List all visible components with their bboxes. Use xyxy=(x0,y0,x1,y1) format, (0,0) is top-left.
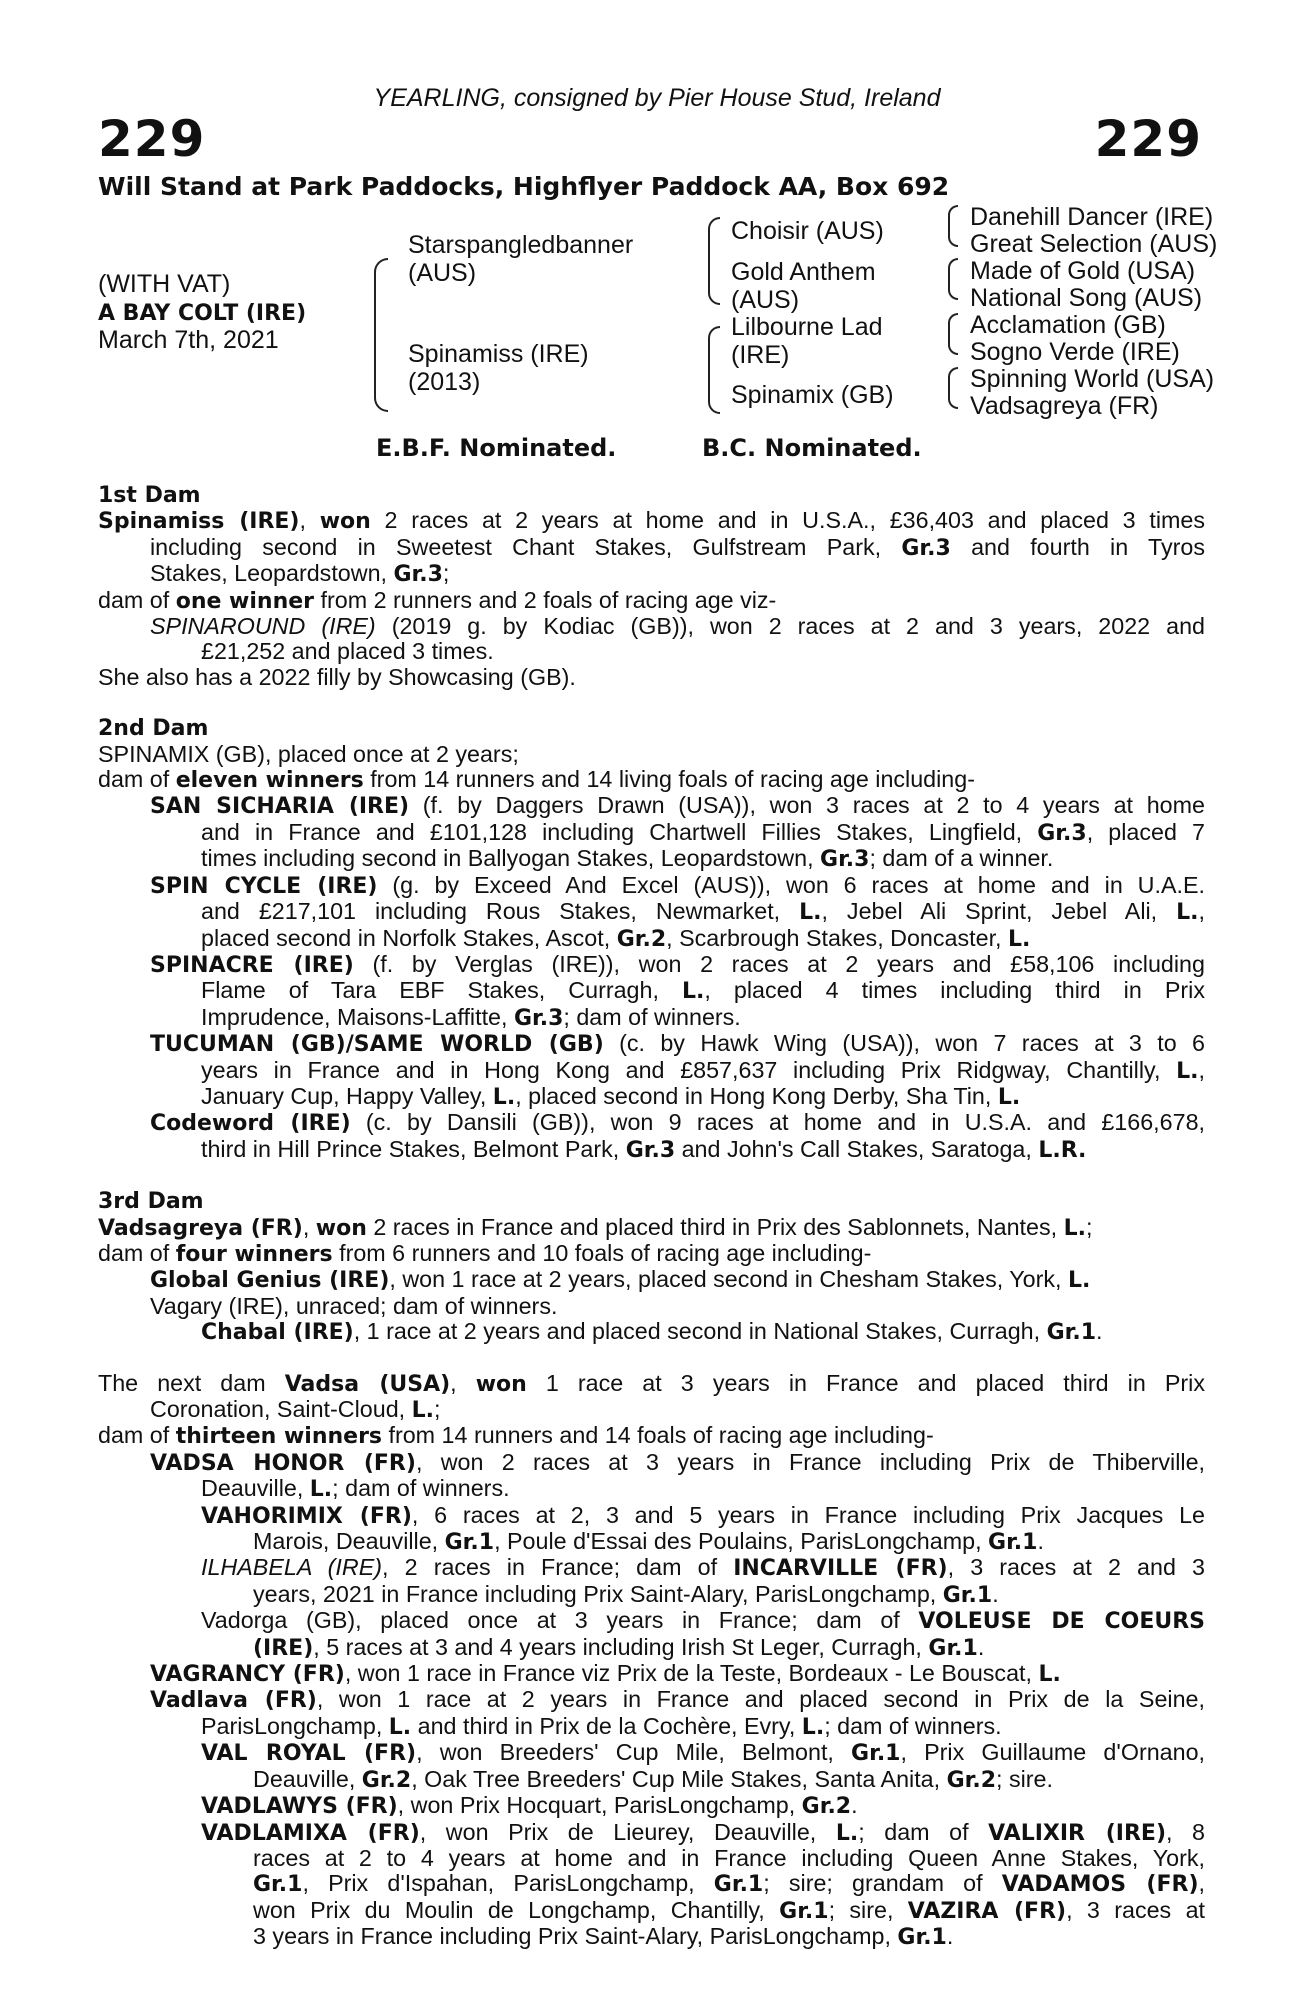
second-dam-line: times including second in Ballyogan Stakes, Leopardstown, Gr.3; dam of a winner. xyxy=(201,845,1054,873)
bc-nomination: B.C. Nominated. xyxy=(702,434,922,462)
third-dam-heading: 3rd Dam xyxy=(98,1189,204,1215)
second-dam-line: Codeword (IRE) (c. by Dansili (GB)), won 9 races at home and in U.S.A. and £166,678, xyxy=(150,1109,1205,1137)
second-dam-line: SPINAMIX (GB), placed once at 2 years; xyxy=(98,740,519,767)
brace-g2 xyxy=(948,258,958,300)
brace-g1 xyxy=(948,205,958,247)
second-dam-line: SPIN CYCLE (IRE) (g. by Exceed And Excel (AUS)), won 6 races at home and in U.A.E. xyxy=(150,871,1205,899)
granddam-sire-side-country: (AUS) xyxy=(731,286,800,314)
ebf-nomination: E.B.F. Nominated. xyxy=(376,434,617,462)
second-dam-line: SAN SICHARIA (IRE) (f. by Daggers Drawn (USA)), won 3 races at 2 to 4 years at home xyxy=(150,792,1206,820)
next-dam-line: Deauville, L.; dam of winners. xyxy=(201,1475,510,1503)
second-dam-line: and £217,101 including Rous Stakes, Newmarket, L., Jebel Ali Sprint, Jebel Ali, L., xyxy=(201,898,1205,926)
brace-g4 xyxy=(948,367,958,409)
next-dam-line: ILHABELA (IRE), 2 races in France; dam of INCARVILLE (FR), 3 races at 2 and 3 xyxy=(201,1554,1206,1582)
third-dam-line: Vagary (IRE), unraced; dam of winners. xyxy=(150,1292,558,1319)
brace-g3 xyxy=(948,313,958,355)
second-dam-heading: 2nd Dam xyxy=(98,716,209,742)
second-dam-line: years in France and in Hong Kong and £857,637 including Prix Ridgway, Chantilly, L., xyxy=(201,1056,1205,1084)
next-dam-line: VADLAWYS (FR), won Prix Hocquart, ParisLongchamp, Gr.2. xyxy=(201,1792,858,1820)
granddam-sire-side: Gold Anthem xyxy=(731,258,876,286)
next-dam-line: years, 2021 in France including Prix Saint-Alary, ParisLongchamp, Gr.1. xyxy=(253,1580,999,1608)
dam-year: (2013) xyxy=(408,368,481,396)
next-dam-line: VAHORIMIX (FR), 6 races at 2, 3 and 5 years in France including Prix Jacques Le xyxy=(201,1501,1206,1529)
damsire-country: (IRE) xyxy=(731,341,790,369)
third-dam-line: Global Genius (IRE), won 1 race at 2 years, placed second in Chesham Stakes, York, L. xyxy=(150,1266,1091,1294)
second-dam-line: and in France and £101,128 including Chartwell Fillies Stakes, Lingfield, Gr.3, placed 7 xyxy=(201,818,1205,846)
next-dam-line: 3 years in France including Prix Saint-Alary, ParisLongchamp, Gr.1. xyxy=(253,1923,954,1951)
ggs-1: Danehill Dancer (IRE) xyxy=(970,203,1214,231)
next-dam-line: The next dam Vadsa (USA), won 1 race at 3 years in France and placed third in Prix xyxy=(98,1369,1205,1397)
next-dam-line: Marois, Deauville, Gr.1, Poule d'Essai des Poulains, ParisLongchamp, Gr.1. xyxy=(253,1528,1044,1556)
ggd-1: Great Selection (AUS) xyxy=(970,230,1218,258)
first-dam-heading: 1st Dam xyxy=(98,483,201,508)
next-dam-line: Coronation, Saint-Cloud, L.; xyxy=(150,1396,441,1423)
first-dam-line: including second in Sweetest Chant Stakes, Gulfstream Park, Gr.3 and fourth in Tyros xyxy=(150,533,1205,561)
brace-dam-parents xyxy=(708,326,720,414)
next-dam-line: (IRE), 5 races at 3 and 4 years including Irish St Leger, Curragh, Gr.1. xyxy=(253,1633,985,1661)
dam-name: Spinamiss (IRE) xyxy=(408,340,589,368)
first-dam-line: dam of one winner from 2 runners and 2 foals of racing age viz- xyxy=(98,586,777,614)
ggs-4: Spinning World (USA) xyxy=(970,365,1215,393)
sire-country: (AUS) xyxy=(408,259,477,287)
second-dam-line: third in Hill Prince Stakes, Belmont Park, Gr.3 and John's Call Stakes, Saratoga, L.R. xyxy=(201,1135,1087,1163)
lot-number-right: 229 xyxy=(1094,110,1202,168)
next-dam-line: VADLAMIXA (FR), won Prix de Lieurey, Deauville, L.; dam of VALIXIR (IRE), 8 xyxy=(201,1818,1206,1846)
next-dam-line: VADSA HONOR (FR), won 2 races at 3 years in France including Prix de Thiberville, xyxy=(150,1448,1205,1476)
first-dam-line: She also has a 2022 filly by Showcasing (GB). xyxy=(98,663,576,690)
third-dam-line: dam of four winners from 6 runners and 10 foals of racing age including- xyxy=(98,1239,872,1267)
second-dam-line: TUCUMAN (GB)/SAME WORLD (GB) (c. by Hawk Wing (USA)), won 7 races at 3 to 6 xyxy=(150,1030,1205,1058)
horse-dob: March 7th, 2021 xyxy=(98,326,279,354)
next-dam-line: VAL ROYAL (FR), won Breeders' Cup Mile, Belmont, Gr.1, Prix Guillaume d'Ornano, xyxy=(201,1739,1206,1767)
next-dam-line: Vadlava (FR), won 1 race at 2 years in France and placed second in Prix de la Seine, xyxy=(150,1686,1205,1714)
second-dam-line: January Cup, Happy Valley, L., placed second in Hong Kong Derby, Sha Tin, L. xyxy=(201,1082,1021,1110)
stand-location: Will Stand at Park Paddocks, Highflyer Paddock AA, Box 692 xyxy=(98,172,950,201)
next-dam-line: Deauville, Gr.2, Oak Tree Breeders' Cup Mile Stakes, Santa Anita, Gr.2; sire. xyxy=(253,1765,1053,1793)
next-dam-line: Gr.1, Prix d'Ispahan, ParisLongchamp, Gr.1; sire; grandam of VADAMOS (FR), xyxy=(253,1870,1205,1898)
second-dam-line: placed second in Norfolk Stakes, Ascot, Gr.2, Scarbrough Stakes, Doncaster, L. xyxy=(201,924,1031,952)
next-dam-line: dam of thirteen winners from 14 runners and 14 foals of racing age including- xyxy=(98,1422,934,1450)
next-dam-line: won Prix du Moulin de Longchamp, Chantilly, Gr.1; sire, VAZIRA (FR), 3 races at xyxy=(253,1896,1205,1924)
next-dam-line: VAGRANCY (FR), won 1 race in France viz Prix de la Teste, Bordeaux - Le Bouscat, L. xyxy=(150,1660,1061,1688)
next-dam-line: Vadorga (GB), placed once at 3 years in France; dam of VOLEUSE DE COEURS xyxy=(201,1607,1205,1635)
brace-sire-parents xyxy=(708,217,720,305)
brace-sire-dam xyxy=(374,258,388,412)
third-dam-line: Vadsagreya (FR), won 2 races in France and placed third in Prix des Sablonnets, Nantes, L.; xyxy=(98,1213,1093,1241)
ggs-2: Made of Gold (USA) xyxy=(970,257,1196,285)
second-dam-line: dam of eleven winners from 14 runners and 14 living foals of racing age including- xyxy=(98,766,975,794)
second-dam-line: Imprudence, Maisons-Laffitte, Gr.3; dam of winners. xyxy=(201,1003,741,1031)
second-dam: Spinamix (GB) xyxy=(731,381,894,409)
first-dam-line: SPINAROUND (IRE) (2019 g. by Kodiac (GB)), won 2 races at 2 and 3 years, 2022 and xyxy=(150,613,1205,640)
ggd-2: National Song (AUS) xyxy=(970,284,1203,312)
lot-number-left: 229 xyxy=(98,110,206,168)
first-dam-line: Spinamiss (IRE), won 2 races at 2 years at home and in U.S.A., £36,403 and placed 3 times xyxy=(98,507,1206,535)
damsire: Lilbourne Lad xyxy=(731,313,883,341)
produce-record xyxy=(98,482,1205,1951)
consignment-line: YEARLING, consigned by Pier House Stud, Ireland xyxy=(373,84,941,112)
third-dam-line: Chabal (IRE), 1 race at 2 years and placed second in National Stakes, Curragh, Gr.1. xyxy=(201,1318,1103,1346)
ggd-3: Sogno Verde (IRE) xyxy=(970,338,1180,366)
second-dam-line: Flame of Tara EBF Stakes, Curragh, L., placed 4 times including third in Prix xyxy=(201,977,1205,1005)
first-dam-line: £21,252 and placed 3 times. xyxy=(201,638,494,665)
second-dam-line: SPINACRE (IRE) (f. by Verglas (IRE)), won 2 races at 2 years and £58,106 including xyxy=(150,950,1205,978)
vat-note: (WITH VAT) xyxy=(98,270,231,298)
horse-name: A BAY COLT (IRE) xyxy=(98,301,307,326)
first-dam-line: Stakes, Leopardstown, Gr.3; xyxy=(150,560,450,588)
next-dam-line: ParisLongchamp, L. and third in Prix de la Cochère, Evry, L.; dam of winners. xyxy=(201,1712,1002,1740)
ggd-4: Vadsagreya (FR) xyxy=(970,392,1159,420)
grandsire: Choisir (AUS) xyxy=(731,217,884,245)
next-dam-line: races at 2 to 4 years at home and in France including Queen Anne Stakes, York, xyxy=(253,1844,1205,1871)
sire-name: Starspangledbanner xyxy=(408,231,634,259)
ggs-3: Acclamation (GB) xyxy=(970,311,1166,339)
